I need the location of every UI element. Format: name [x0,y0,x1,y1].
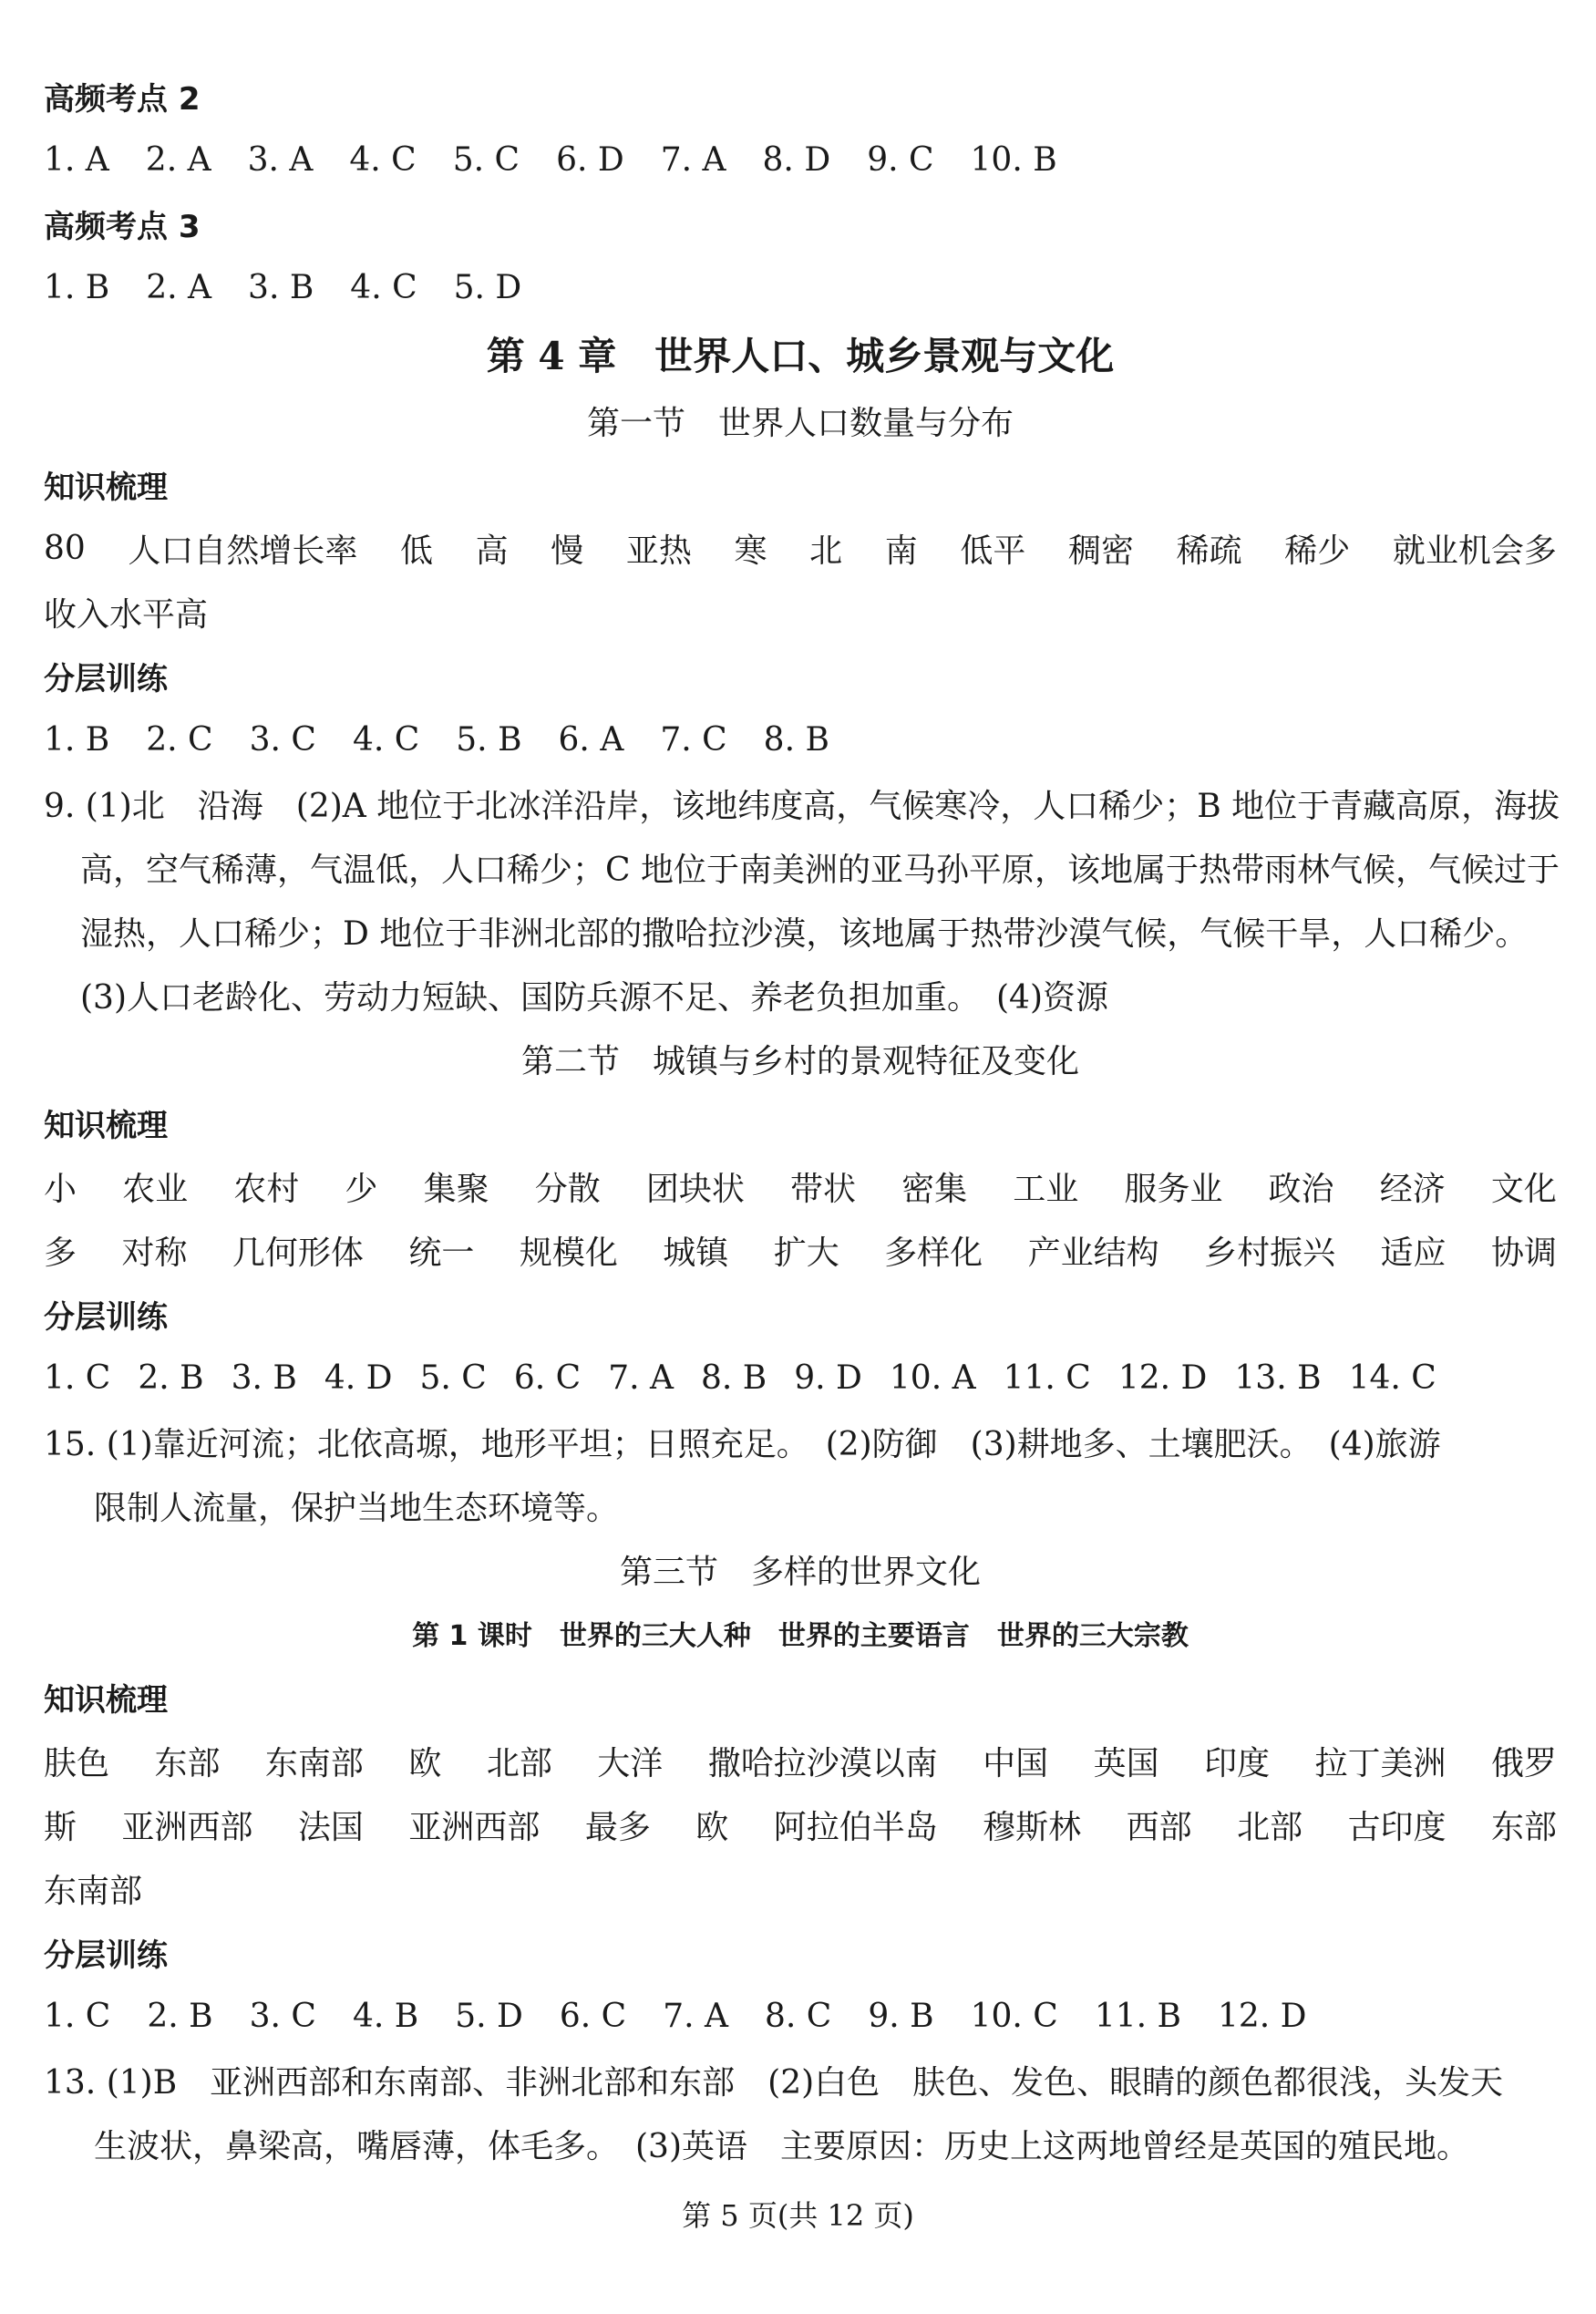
answer-item: 2. B [138,1358,204,1397]
knowledge-word: 古印度 [1347,1808,1447,1846]
section-title-3: 第三节 多样的世界文化 [619,1553,981,1591]
answer-item: 8. B [763,720,829,759]
knowledge-word: 北部 [486,1744,552,1782]
knowledge-word: 80 [44,529,86,567]
knowledge-heading-1: 知识梳理 [44,469,168,506]
training-heading-2: 分层训练 [44,1298,168,1336]
page-footer: 第 5 页(共 12 页) [682,2198,914,2233]
answer-item: 12. D [1117,1358,1208,1397]
answer-item: 5. D [455,1997,523,2035]
answer-item: 8. B [700,1358,767,1397]
knowledge-word: 几何形体 [232,1234,364,1272]
knowledge-words-2b [44,1218,1557,1282]
answer-item: 8. D [762,140,831,179]
knowledge-word: 适应 [1380,1234,1447,1272]
answer-item: 6. C [559,1997,627,2035]
knowledge-word: 分散 [534,1170,601,1208]
answer-item: 7. A [663,1997,728,2035]
answer-item: 3. B [248,268,314,306]
knowledge-word: 农村 [233,1170,300,1208]
answer-item: 4. B [352,1997,419,2035]
answer-item: 3. C [249,1997,316,2035]
knowledge-word: 穆斯林 [983,1808,1082,1846]
knowledge-words-2a [44,1154,1557,1218]
answer-item: 2. A [145,140,211,179]
answer-item: 9. D [794,1358,862,1397]
knowledge-word: 低 [400,532,434,570]
knowledge-word: 东南部 [264,1744,364,1782]
section-heading-gaopin2: 高频考点 2 [44,80,201,118]
knowledge-word: 人口自然增长率 [128,532,358,570]
answer-item: 6. A [558,720,624,759]
knowledge-word: 慢 [551,532,584,570]
training-heading-3: 分层训练 [44,1937,168,1974]
knowledge-word: 多 [44,1234,77,1272]
knowledge-word: 最多 [584,1808,651,1846]
answer-row-gaopin3 [44,255,1557,319]
knowledge-words-3c: 东南部 [44,1872,143,1910]
answer-item: 11. C [1003,1358,1091,1397]
chapter-title: 第 4 章 世界人口、城乡景观与文化 [486,334,1115,378]
answer-item: 5. C [419,1358,487,1397]
lesson-title: 第 1 课时 世界的三大人种 世界的主要语言 世界的三大宗教 [412,1620,1189,1652]
knowledge-words-3a [44,1729,1557,1792]
knowledge-heading-2: 知识梳理 [44,1107,168,1144]
answer-item: 5. C [452,140,520,179]
q9-line-2: 高，空气稀薄，气温低，人口稀少；C 地位于南美洲的亚马孙平原，该地属于热带雨林气候，气候过于 [80,851,1560,889]
answer-item: 10. C [970,1997,1058,2035]
answer-item: 3. A [247,140,314,179]
answer-item: 5. B [456,720,522,759]
section-title-1: 第一节 世界人口数量与分布 [586,404,1014,442]
knowledge-word: 稀疏 [1176,532,1242,570]
knowledge-word: 肤色 [44,1744,110,1782]
knowledge-word: 印度 [1204,1744,1271,1782]
knowledge-word: 大洋 [597,1744,664,1782]
answer-item: 14. C [1348,1358,1436,1397]
answer-item: 2. B [147,1997,213,2035]
knowledge-word: 带状 [789,1170,856,1208]
knowledge-word: 密集 [901,1170,968,1208]
answer-page [44,64,1560,2175]
knowledge-word: 团块状 [645,1170,745,1208]
knowledge-word: 东部 [154,1744,221,1782]
answer-item: 9. B [868,1997,934,2035]
q9-line-1: 9. (1)北 沿海 (2)A 地位于北冰洋沿岸，该地纬度高，气候寒冷，人口稀少；B 地位于青藏高原，海拔 [44,787,1560,825]
answer-item: 10. A [889,1358,976,1397]
knowledge-word: 西部 [1126,1808,1192,1846]
q15-line-2: 限制人流量，保护当地生态环境等。 [94,1489,620,1527]
answer-item: 7. A [608,1358,674,1397]
answer-item: 3. C [249,720,316,759]
answer-item: 3. B [231,1358,297,1397]
answer-item: 4. D [324,1358,393,1397]
knowledge-word: 经济 [1379,1170,1446,1208]
knowledge-word: 工业 [1013,1170,1079,1208]
knowledge-word: 撒哈拉沙漠以南 [707,1744,938,1782]
knowledge-word: 少 [345,1170,378,1208]
knowledge-word: 城镇 [663,1234,729,1272]
knowledge-word: 寒 [734,532,767,570]
knowledge-word: 亚洲西部 [408,1808,541,1846]
answer-item: 1. B [44,720,110,759]
knowledge-word: 欧 [408,1744,442,1782]
knowledge-word: 亚热 [625,532,692,570]
answer-item: 6. D [556,140,624,179]
training-heading-1: 分层训练 [44,660,168,697]
knowledge-word: 北部 [1237,1808,1303,1846]
answer-row-sec1 [44,708,1557,771]
knowledge-word: 规模化 [519,1234,618,1272]
q13-line-2: 生波状，鼻梁高，嘴唇薄，体毛多。 (3)英语 主要原因：历史上这两地曾经是英国的殖民地。 [94,2127,1469,2165]
knowledge-word: 稀少 [1284,532,1351,570]
knowledge-word: 拉丁美洲 [1314,1744,1447,1782]
answer-item: 4. C [352,720,420,759]
answer-item: 11. B [1094,1997,1181,2035]
knowledge-word: 乡村振兴 [1204,1234,1336,1272]
knowledge-word: 集聚 [423,1170,489,1208]
knowledge-word: 高 [475,532,509,570]
answer-item: 1. C [44,1358,111,1397]
answer-item: 4. C [350,268,417,306]
answer-item: 2. A [146,268,212,306]
knowledge-words-1b: 收入水平高 [44,595,209,634]
knowledge-word: 扩大 [773,1234,839,1272]
answer-item: 2. C [146,720,213,759]
knowledge-word: 英国 [1093,1744,1159,1782]
q13-line-1: 13. (1)B 亚洲西部和东南部、非洲北部和东部 (2)白色 肤色、发色、眼睛的颜色都很浅，头发天 [44,2063,1504,2102]
answer-row-sec3 [44,1984,1557,2048]
knowledge-word: 产业结构 [1027,1234,1159,1272]
knowledge-word: 政治 [1268,1170,1334,1208]
knowledge-word: 斯 [44,1808,77,1846]
knowledge-word: 北 [809,532,843,570]
answer-item: 1. C [44,1997,111,2035]
knowledge-word: 南 [884,532,918,570]
knowledge-word: 统一 [408,1234,475,1272]
knowledge-word: 就业机会多 [1392,532,1557,570]
knowledge-word: 文化 [1490,1170,1557,1208]
answer-item: 5. D [453,268,522,306]
answer-item: 7. C [660,720,727,759]
knowledge-word: 法国 [297,1808,364,1846]
knowledge-word: 稠密 [1068,532,1135,570]
knowledge-words-3b [44,1792,1557,1856]
answer-row-gaopin2 [44,128,1557,191]
answer-item: 8. C [764,1997,832,2035]
answer-item: 13. B [1234,1358,1322,1397]
knowledge-word: 对称 [121,1234,188,1272]
answer-item: 10. B [970,140,1057,179]
knowledge-word: 阿拉伯半岛 [773,1808,938,1846]
section-heading-gaopin3: 高频考点 3 [44,208,201,245]
q9-line-3: 湿热，人口稀少；D 地位于非洲北部的撒哈拉沙漠，该地属于热带沙漠气候，气候干旱，人口稀少。 [80,914,1529,953]
answer-item: 6. C [513,1358,582,1397]
answer-item: 9. C [867,140,934,179]
answer-item: 7. A [660,140,726,179]
knowledge-heading-3: 知识梳理 [44,1681,168,1719]
knowledge-word: 协调 [1490,1234,1557,1272]
answer-item: 4. C [349,140,417,179]
knowledge-word: 东部 [1490,1808,1557,1846]
q9-line-4: (3)人口老龄化、劳动力短缺、国防兵源不足、养老负担加重。 (4)资源 [80,978,1108,1017]
knowledge-words-1a [44,516,1557,580]
answer-item: 12. D [1217,1997,1307,2035]
answer-item: 1. B [44,268,110,306]
answer-row-sec2 [44,1346,1557,1410]
section-title-2: 第二节 城镇与乡村的景观特征及变化 [520,1042,1079,1080]
knowledge-word: 低平 [960,532,1026,570]
knowledge-word: 小 [44,1170,77,1208]
knowledge-word: 欧 [695,1808,729,1846]
knowledge-word: 多样化 [884,1234,983,1272]
knowledge-word: 亚洲西部 [121,1808,253,1846]
answer-item: 1. A [44,140,109,179]
knowledge-word: 俄罗 [1490,1744,1557,1782]
q15-line-1: 15. (1)靠近河流；北依高塬，地形平坦；日照充足。 (2)防御 (3)耕地多、土壤肥沃。 (4)旅游 [44,1425,1441,1463]
knowledge-word: 服务业 [1124,1170,1223,1208]
knowledge-word: 农业 [122,1170,189,1208]
knowledge-word: 中国 [983,1744,1049,1782]
